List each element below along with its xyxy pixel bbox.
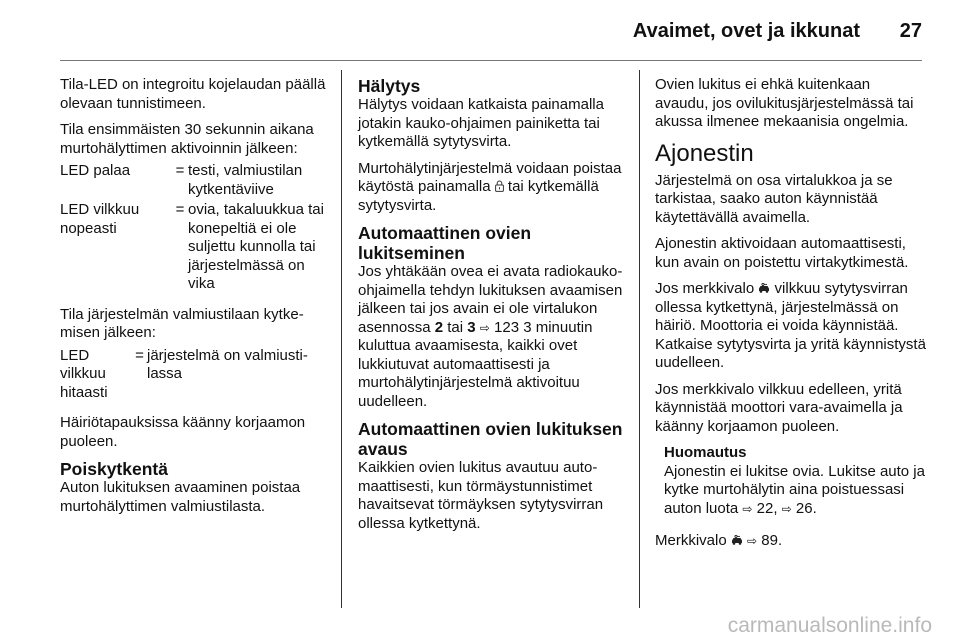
paragraph-immobiliser-system: Järjestelmä on osa virtalukkoa ja se tarkistaa, saako auton käynnistää käytettävällä avaimella. <box>655 171 893 226</box>
page-reference[interactable]: 89 <box>761 532 778 549</box>
page-reference[interactable]: 22 <box>756 499 774 517</box>
paragraph-deactivation: Auton lukituksen avaaminen poistaa murtohälyttimen valmiustilasta. <box>60 479 301 515</box>
immobiliser-car-key-icon <box>731 535 743 546</box>
immobiliser-car-key-icon <box>758 283 770 294</box>
page-reference-icon: ⇨ <box>747 534 758 548</box>
led-status-term: LED vilkkuu nopeasti <box>60 201 140 237</box>
page-reference-icon: ⇨ <box>781 501 792 516</box>
page-reference[interactable]: 26 <box>795 499 813 517</box>
page-reference[interactable]: 123 <box>494 318 520 336</box>
paragraph-immobiliser-activation: Ajonestin aktivoidaan automaattisesti, kun avain on poistettu virtakytkimestä. <box>655 235 909 271</box>
heading-deactivation: Poiskytkentä <box>60 459 168 479</box>
lock-icon <box>495 180 504 192</box>
paragraph-first-30-seconds: Tila ensimmäisten 30 sekunnin aikana murtohälyttimen aktivoinnin jälkeen: <box>60 121 314 157</box>
led-status-table-1 <box>60 162 326 294</box>
equals-sign: = <box>175 201 185 218</box>
led-status-term: LED palaa <box>60 162 131 179</box>
note-box <box>664 444 927 518</box>
paragraph-auto-unlocking: Kaikkien ovien lukitus avautuu automaattisesti, kun törmäystunnistimet havaitsevat törmäyksen sytytysvirran ollessa kytkettynä. <box>358 459 604 532</box>
paragraph-after-arming: Tila järjestelmän valmiustilaan kytkemisen jälkeen: <box>60 305 304 341</box>
column-3 <box>655 76 927 559</box>
paragraph-indicator-ref: Merkkivalo ⇨ 89. <box>655 532 783 549</box>
led-status-table-2 <box>60 347 326 403</box>
page-number: 27 <box>899 20 922 42</box>
led-status-meaning: järjestelmä on valmiustilassa <box>147 346 308 382</box>
watermark: carmanualsonline.info <box>727 614 932 637</box>
led-status-row <box>60 347 326 403</box>
note-title: Huomautus <box>664 444 747 461</box>
paragraph-fault-workshop: Häiriötapauksissa käänny korjaamon puoleen. <box>60 414 306 450</box>
led-status-row <box>60 162 326 199</box>
heading-auto-unlocking: Automaattinen ovien lukituksen avaus <box>358 419 623 459</box>
running-header-title: Avaimet, ovet ja ikkunat <box>632 20 860 42</box>
paragraph-status-led: Tila-LED on integroitu kojelaudan päällä olevaan tunnistimeen. <box>60 76 326 112</box>
page-reference-icon: ⇨ <box>742 501 753 516</box>
note-text: Ajonestin ei lukitse ovia. Lukitse auto ja kytke murtohälytin aina poistuessasi auton luota ⇨ 22, ⇨ 26. <box>664 462 925 517</box>
paragraph-alarm-disable: Murtohälytinjärjestelmä voidaan poistaa käytöstä painamalla tai kytkemällä sytytysvirta. <box>358 159 622 214</box>
column-2 <box>358 76 628 541</box>
equals-sign: = <box>135 346 144 364</box>
paragraph-unlock-failure: Ovien lukitus ei ehkä kuitenkaan avaudu, jos ovilukitusjärjestelmässä tai akussa ilmenee mekaanisia ongelmia. <box>655 76 914 130</box>
page-reference-icon: ⇨ <box>479 320 490 335</box>
paragraph-alarm-cancel: Hälytys voidaan katkaista painamalla jotakin kauko-ohjaimen painiketta tai kytkemällä sytytysvirta. <box>358 96 604 150</box>
led-status-term: LED vilkkuu hitaasti <box>60 346 108 401</box>
paragraph-immobiliser-fault: Jos merkkivalo vilkkuu sytytysvirran ollessa kytkettynä, järjestelmässä on häiriö. Moottoria ei voida käynnistää. Katkaise sytytysvirta ja yritä käynnistystä uudelleen. <box>655 280 926 371</box>
column-1 <box>60 76 326 524</box>
paragraph-immobiliser-spare-key: Jos merkkivalo vilkkuu edelleen, yritä käynnistää moottori vara-avaimella ja käänny korjaamon puoleen. <box>655 380 903 435</box>
column-divider-2 <box>639 70 640 608</box>
heading-auto-locking: Automaattinen ovien lukitseminen <box>358 223 532 263</box>
heading-alarm: Hälytys <box>358 76 421 96</box>
header-rule <box>60 60 922 61</box>
led-status-meaning: testi, valmiustilan kytkentäviive <box>188 162 303 198</box>
equals-sign: = <box>175 162 185 179</box>
heading-immobiliser: Ajonestin <box>655 139 754 167</box>
column-divider-1 <box>341 70 342 608</box>
paragraph-auto-locking: Jos yhtäkään ovea ei avata radiokauko-ohjaimella tehdyn lukituksen avaamisen jälkeen tai jos avain ei ole virtalukon asennossa 2 tai 3 ⇨ 123 3 minuutin kuluttua avaamisesta, kaikki ovet lukkiutuvat automaattisesti ja murtohälytinjärjestelmä aktivoituu uudelleen. <box>358 263 623 410</box>
led-status-row <box>60 201 326 294</box>
led-status-meaning: ovia, takaluukkua tai konepeltiä ei ole suljettu kunnolla tai järjestelmässä on vika <box>188 201 324 292</box>
